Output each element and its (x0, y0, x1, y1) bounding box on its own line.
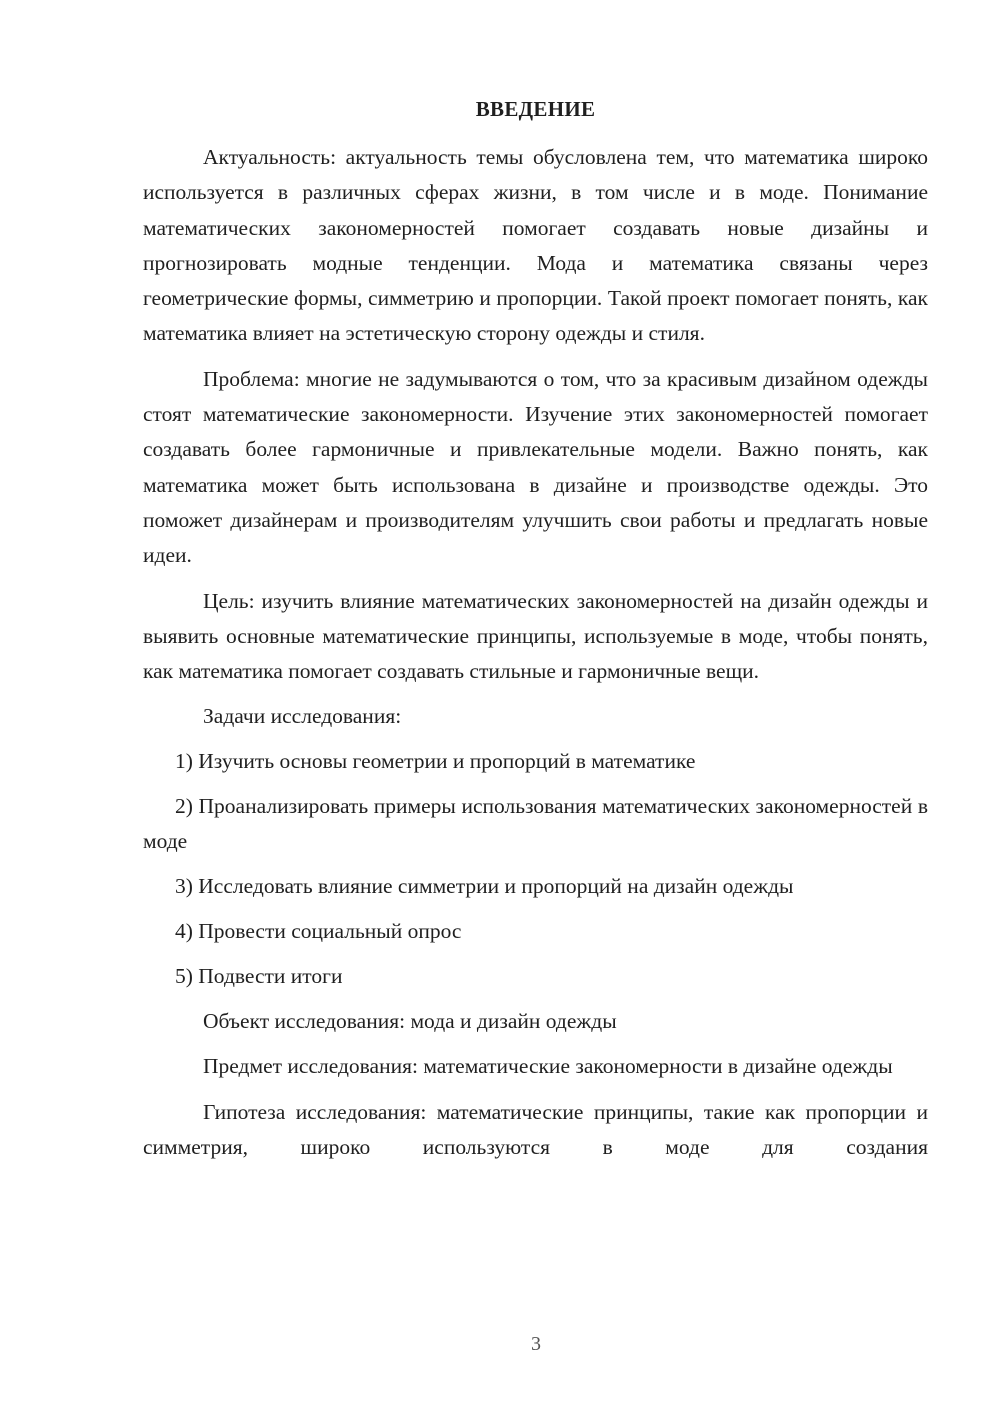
paragraph-relevance: Актуальность: актуальность темы обусловлена тем, что математика широко используется в различных сферах жизни, в том числе и в моде. Понимание математических закономерностей помогает создавать новые дизайны и прогнозировать модные тенденции. Мода и математика связаны через геометрические формы, симметрию и пропорции. Такой проект помогает понять, как математика влияет на эстетическую сторону одежды и стиля. (143, 145, 928, 346)
paragraph-hypothesis: Гипотеза исследования: математические принципы, такие как пропорции и симметрия, широко используются в моде для создания (143, 1099, 928, 1160)
paragraph-subject: Предмет исследования: математические закономерности в дизайне одежды (203, 1054, 893, 1079)
page-content (143, 92, 928, 1175)
task-item-2: 2) Проанализировать примеры использования математических закономерностей в моде (143, 794, 928, 854)
page-title: ВВЕДЕНИЕ (475, 97, 596, 121)
page-number: 3 (531, 1333, 541, 1355)
paragraph-problem: Проблема: многие не задумываются о том, что за красивым дизайном одежды стоят математические закономерности. Изучение этих закономерностей помогает создавать более гармоничные и привлекательные модели. Важно понять, как математика может быть использована в дизайне и производстве одежды. Это поможет дизайнерам и производителям улучшить свои работы и предлагать новые идеи. (143, 366, 928, 568)
task-item-4: 4) Провести социальный опрос (175, 919, 462, 944)
tasks-heading: Задачи исследования: (203, 704, 402, 729)
paragraph-goal: Цель: изучить влияние математических закономерностей на дизайн одежды и выявить основные математические принципы, используемые в моде, чтобы понять, как математика помогает создавать стильные и гармоничные вещи. (143, 588, 928, 684)
task-item-3: 3) Исследовать влияние симметрии и пропорций на дизайн одежды (175, 874, 794, 899)
task-item-5: 5) Подвести итоги (175, 964, 343, 989)
paragraph-object: Объект исследования: мода и дизайн одежды (203, 1009, 617, 1034)
task-item-1: 1) Изучить основы геометрии и пропорций в математике (175, 749, 696, 774)
